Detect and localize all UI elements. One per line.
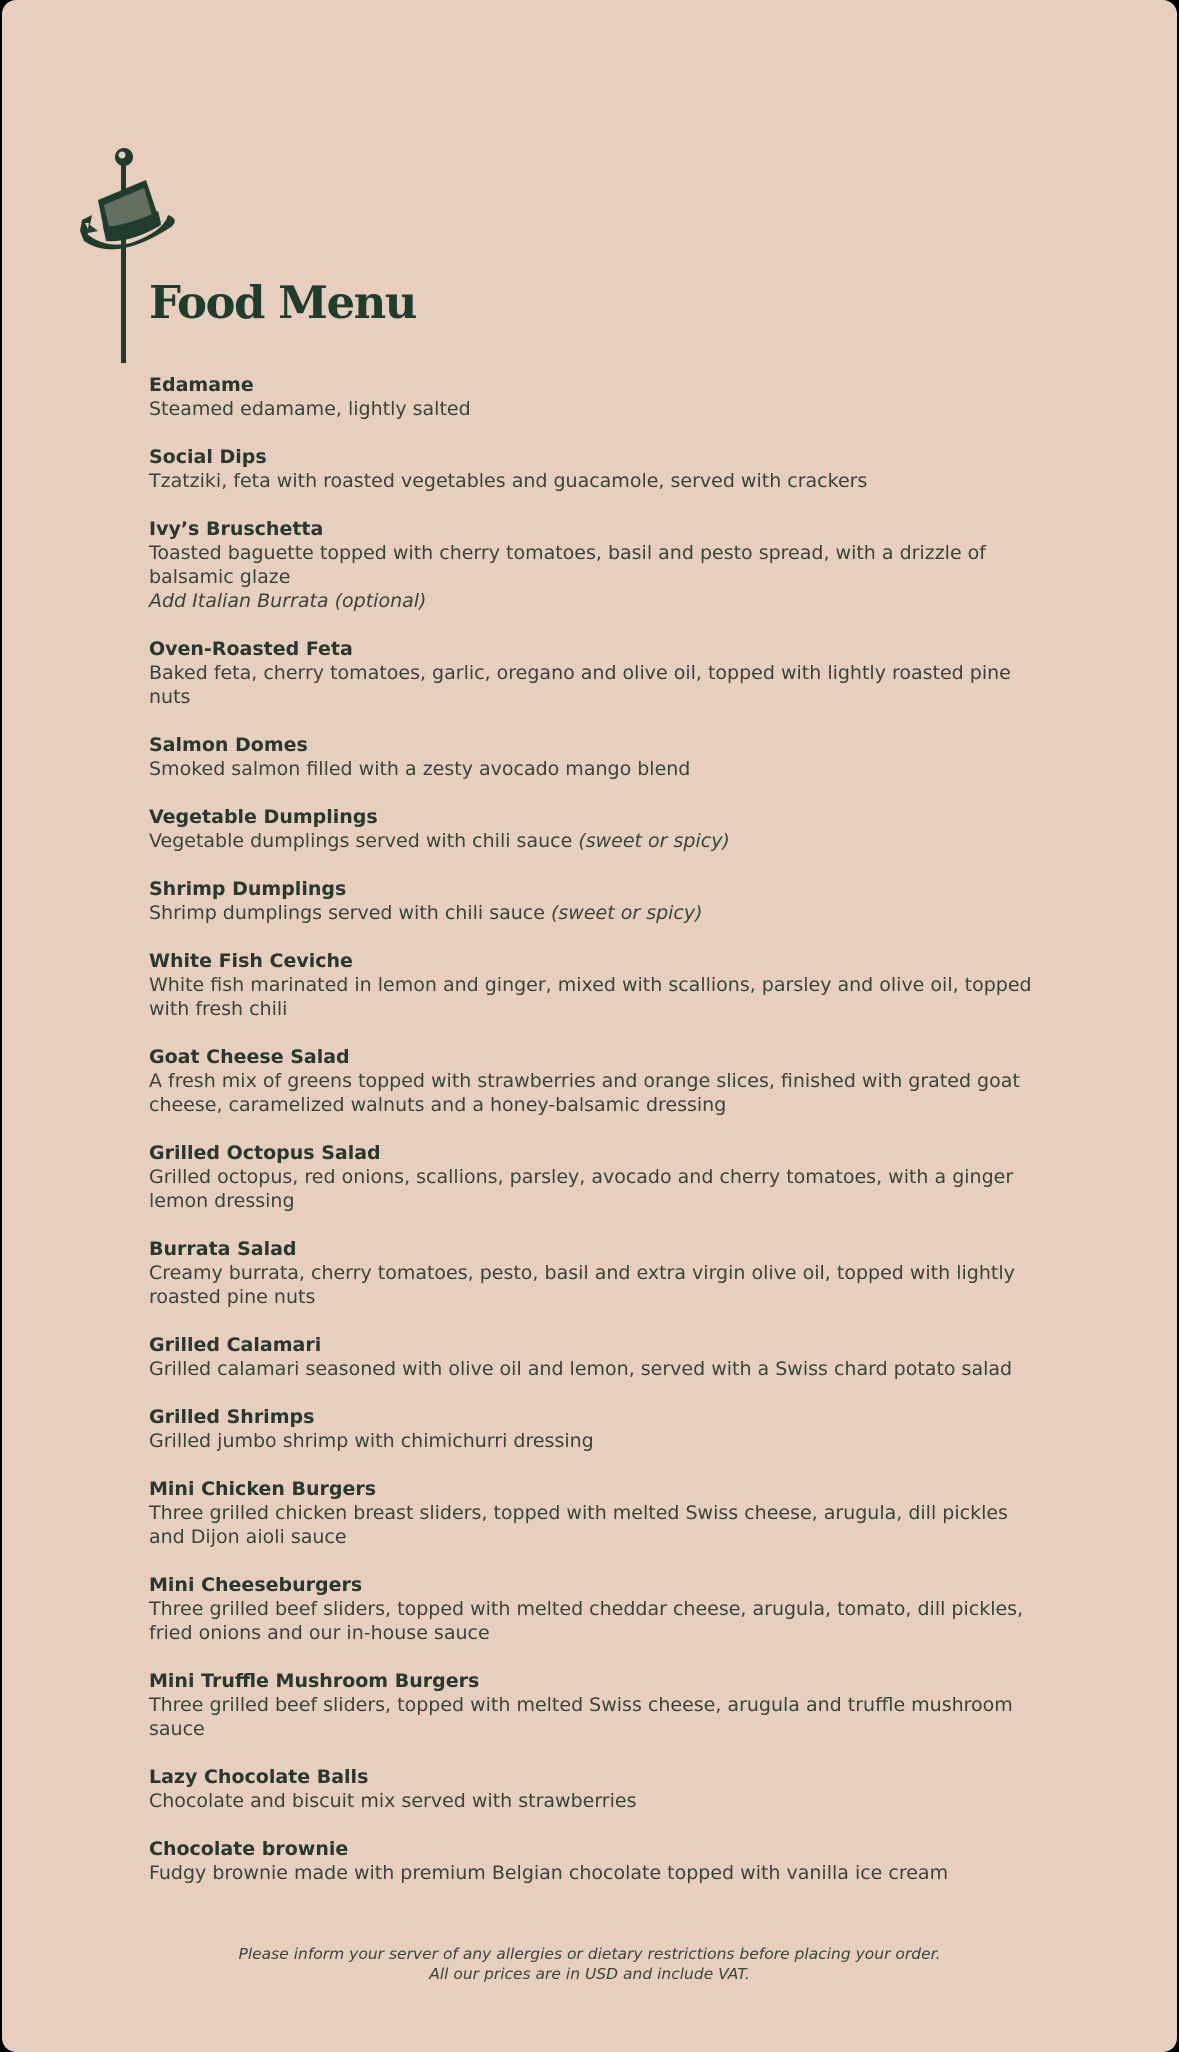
- menu-item-name: Social Dips: [149, 446, 267, 468]
- menu-item-name: Grilled Calamari: [149, 1334, 322, 1356]
- menu-item: [149, 637, 1049, 709]
- menu-item-description: [149, 1261, 1049, 1309]
- menu-item-description-text: Three grilled beef sliders, topped with melted Swiss cheese, arugula and truffle mushroom sauce: [149, 1694, 1013, 1740]
- menu-item: [149, 1573, 1049, 1645]
- menu-item: [149, 1045, 1049, 1117]
- menu-item-description: [149, 901, 1049, 925]
- menu-item-name: Mini Cheeseburgers: [149, 1574, 363, 1596]
- menu-item-description-text: Grilled jumbo shrimp with chimichurri dressing: [149, 1430, 594, 1452]
- menu-item-name: Salmon Domes: [149, 734, 308, 756]
- menu-item-description: [149, 661, 1049, 709]
- menu-item: [149, 1141, 1049, 1213]
- footer-allergy-note: Please inform your server of any allergies or dietary restrictions before placing your order.: [238, 1945, 941, 1963]
- menu-item-description: [149, 1357, 1049, 1381]
- footer-notice: [2, 1944, 1177, 1984]
- menu-item-description: [149, 1597, 1049, 1645]
- menu-item-name: Chocolate brownie: [149, 1838, 349, 1860]
- menu-item-name: Ivy’s Bruschetta: [149, 518, 324, 540]
- menu-item-description-text: Toasted baguette topped with cherry tomatoes, basil and pesto spread, with a drizzle of balsamic glaze: [149, 542, 986, 588]
- menu-item: [149, 949, 1049, 1021]
- menu-item-description-text: Shrimp dumplings served with chili sauce: [149, 902, 545, 924]
- menu-item: [149, 1405, 1049, 1453]
- menu-item-description: [149, 829, 1049, 853]
- menu-item: [149, 1333, 1049, 1381]
- page-title: Food Menu: [149, 276, 417, 329]
- menu-item: [149, 1669, 1049, 1741]
- menu-item-description: [149, 973, 1049, 1021]
- menu-item-option: (sweet or spicy): [551, 902, 703, 924]
- menu-item: [149, 877, 1049, 925]
- menu-item: [149, 1477, 1049, 1549]
- menu-item-description-text: A fresh mix of greens topped with strawberries and orange slices, finished with grated goat cheese, caramelized walnuts and a honey-balsamic dressing: [149, 1070, 1020, 1116]
- top-hat-cane-icon: [76, 145, 176, 367]
- menu-item-name: White Fish Ceviche: [149, 950, 353, 972]
- menu-item-description-text: Baked feta, cherry tomatoes, garlic, oregano and olive oil, topped with lightly roasted pine nuts: [149, 662, 1011, 708]
- menu-item-description-text: White fish marinated in lemon and ginger, mixed with scallions, parsley and olive oil, topped with fresh chili: [149, 974, 1032, 1020]
- menu-item-description: [149, 1165, 1049, 1213]
- menu-item-name: Burrata Salad: [149, 1238, 297, 1260]
- menu-item-name: Shrimp Dumplings: [149, 878, 347, 900]
- menu-item-description-text: Vegetable dumplings served with chili sauce: [149, 830, 573, 852]
- menu-item-description: [149, 1429, 1049, 1453]
- menu-item: [149, 1765, 1049, 1813]
- menu-item-addon-note: Add Italian Burrata (optional): [149, 590, 427, 612]
- menu-item-name: Edamame: [149, 374, 254, 396]
- menu-item-description: [149, 541, 1049, 589]
- menu-item-description-text: Creamy burrata, cherry tomatoes, pesto, basil and extra virgin olive oil, topped with lightly roasted pine nuts: [149, 1262, 1015, 1308]
- menu-item-description-text: Smoked salmon filled with a zesty avocado mango blend: [149, 758, 691, 780]
- menu-item: [149, 445, 1049, 493]
- menu-item-name: Oven-Roasted Feta: [149, 638, 353, 660]
- menu-item-description: [149, 1693, 1049, 1741]
- menu-item-description-text: Three grilled chicken breast sliders, topped with melted Swiss cheese, arugula, dill pickles and Dijon aioli sauce: [149, 1502, 1008, 1548]
- menu-item-name: Mini Truffle Mushroom Burgers: [149, 1670, 480, 1692]
- menu-item: [149, 805, 1049, 853]
- menu-item-name: Grilled Octopus Salad: [149, 1142, 381, 1164]
- menu-item-name: Vegetable Dumplings: [149, 806, 378, 828]
- menu-item-description: [149, 1501, 1049, 1549]
- menu-item: [149, 373, 1049, 421]
- menu-item: [149, 517, 1049, 613]
- menu-item-name: Goat Cheese Salad: [149, 1046, 350, 1068]
- menu-item-description-text: Steamed edamame, lightly salted: [149, 398, 471, 420]
- menu-item-description-text: Fudgy brownie made with premium Belgian chocolate topped with vanilla ice cream: [149, 1862, 949, 1884]
- menu-item-description: [149, 1861, 1049, 1885]
- menu-item-description-text: Grilled octopus, red onions, scallions, parsley, avocado and cherry tomatoes, with a ginger lemon dressing: [149, 1166, 1014, 1212]
- menu-item-option: (sweet or spicy): [578, 830, 730, 852]
- menu-item-name: Mini Chicken Burgers: [149, 1478, 377, 1500]
- menu-item-description-text: Grilled calamari seasoned with olive oil and lemon, served with a Swiss chard potato salad: [149, 1358, 1013, 1380]
- menu-page: [2, 0, 1177, 2052]
- menu-item: [149, 1237, 1049, 1309]
- menu-item-name: Lazy Chocolate Balls: [149, 1766, 369, 1788]
- footer-price-note: All our prices are in USD and include VAT.: [429, 1965, 750, 1983]
- menu-item-description: [149, 469, 1049, 493]
- menu-item-description-text: Three grilled beef sliders, topped with melted cheddar cheese, arugula, tomato, dill pickles, fried onions and our in-house sauce: [149, 1598, 1024, 1644]
- menu-item-description: [149, 1789, 1049, 1813]
- menu-item-description: [149, 1069, 1049, 1117]
- menu-item-description-text: Chocolate and biscuit mix served with strawberries: [149, 1790, 637, 1812]
- menu-item: [149, 1837, 1049, 1885]
- menu-item-name: Grilled Shrimps: [149, 1406, 315, 1428]
- menu-item: [149, 733, 1049, 781]
- menu-item-description: [149, 757, 1049, 781]
- menu-item-description-text: Tzatziki, feta with roasted vegetables and guacamole, served with crackers: [149, 470, 868, 492]
- menu-list: [149, 373, 1049, 1909]
- menu-item-description: [149, 397, 1049, 421]
